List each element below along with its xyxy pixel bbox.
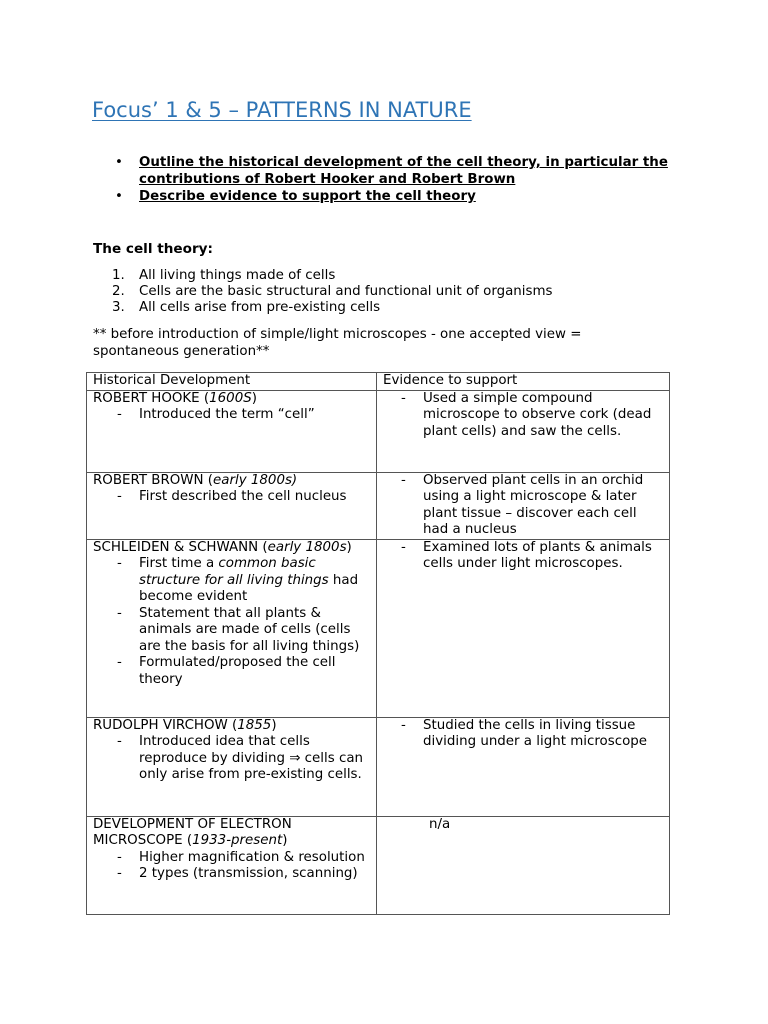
- scientist-name: SCHLEIDEN & SCHWANN (early 1800s): [93, 539, 352, 555]
- scientist-name: RUDOLPH VIRCHOW (1855): [93, 717, 277, 733]
- evidence-cell: n/a: [377, 816, 670, 914]
- table-row: [87, 816, 670, 914]
- list-item: - Statement that all plants & animals are made of cells (cells are the basis for all living things): [117, 605, 360, 654]
- development-cell: [87, 472, 377, 539]
- table-row: [87, 539, 670, 717]
- table-row: [87, 717, 670, 816]
- list-item: - 2 types (transmission, scanning): [117, 866, 358, 881]
- list-item: - First time a common basic structure for all living things had become evident: [117, 556, 359, 604]
- scientist-name: DEVELOPMENT OF ELECTRON MICROSCOPE (1933-present): [93, 816, 292, 848]
- point-list: [93, 556, 370, 688]
- development-cell: [87, 717, 377, 816]
- point-list: [93, 734, 370, 784]
- evidence-cell: - Used a simple compound microscope to observe cork (dead plant cells) and saw the cells.: [377, 390, 670, 472]
- objectives-list: [112, 154, 682, 205]
- column-header: Historical Development: [87, 373, 377, 391]
- table-row: [87, 472, 670, 539]
- point-list: [93, 850, 370, 883]
- evidence-cell: - Examined lots of plants & animals cells under light microscopes.: [377, 539, 670, 717]
- historical-note: ** before introduction of simple/light microscopes - one accepted view = spontaneous generation**: [93, 327, 582, 359]
- cell-theory-list: [112, 268, 553, 316]
- evidence-cell: - Observed plant cells in an orchid using a light microscope & later plant tissue – discover each cell had a nucleus: [377, 472, 670, 539]
- list-item: 1. All living things made of cells: [112, 268, 336, 283]
- list-item: - First described the cell nucleus: [117, 489, 347, 504]
- evidence-cell: - Studied the cells in living tissue dividing under a light microscope: [377, 717, 670, 816]
- objective-item: • Describe evidence to support the cell theory: [115, 189, 476, 204]
- column-header: Evidence to support: [377, 373, 670, 391]
- list-item: 2. Cells are the basic structural and functional unit of organisms: [112, 284, 553, 299]
- point-list: [93, 407, 370, 424]
- table-row: [87, 390, 670, 472]
- development-cell: [87, 390, 377, 472]
- bullet-icon: •: [115, 189, 123, 204]
- page-title: Focus’ 1 & 5 – PATTERNS IN NATURE: [92, 98, 472, 122]
- scientist-name: ROBERT BROWN (early 1800s): [93, 472, 298, 488]
- bullet-icon: •: [115, 155, 123, 170]
- history-table: [86, 372, 670, 915]
- cell-theory-heading: The cell theory:: [93, 241, 213, 257]
- development-cell: [87, 539, 377, 717]
- list-item: - Introduced the term “cell”: [117, 407, 315, 422]
- development-cell: [87, 816, 377, 914]
- point-list: [93, 489, 370, 506]
- scientist-name: ROBERT HOOKE (1600S): [93, 390, 257, 406]
- objective-item: • Outline the historical development of the cell theory, in particular the contributions of Robert Hooker and Robert Brown: [115, 155, 668, 187]
- list-item: - Formulated/proposed the cell theory: [117, 655, 336, 687]
- list-item: - Introduced idea that cells reproduce by dividing ⇒ cells can only arise from pre-existing cells.: [117, 734, 364, 782]
- table-header-row: [87, 373, 670, 391]
- list-item: - Higher magnification & resolution: [117, 849, 365, 865]
- list-item: 3. All cells arise from pre-existing cells: [112, 300, 381, 315]
